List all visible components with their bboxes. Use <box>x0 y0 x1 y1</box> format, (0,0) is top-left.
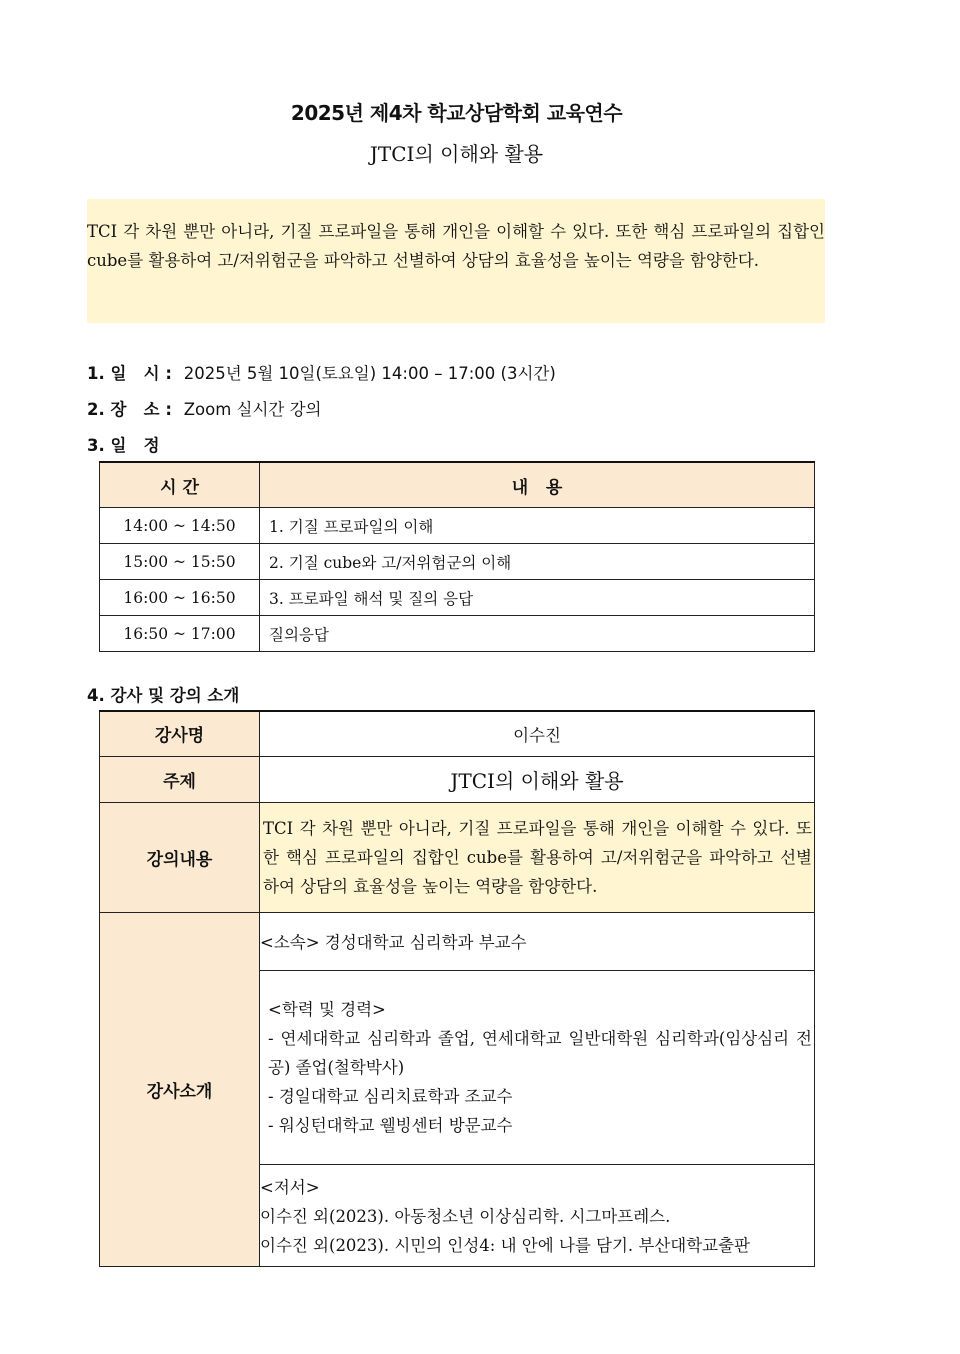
lecture-content-label: 강의내용 <box>100 802 260 912</box>
books-title: <저서> <box>260 1177 320 1197</box>
instructor-name-label: 강사명 <box>100 711 260 756</box>
lecture-content: TCI 각 차원 뿐만 아니라, 기질 프로파일을 통해 개인을 이해할 수 있다. 또한 핵심 프로파일의 집합인 cube를 활용하여 고/저위험군을 파악하고 선별하여 상담의 효율성을 높이는 역량을 함양한다. <box>260 802 815 912</box>
instructor-name: 이수진 <box>260 711 815 756</box>
schedule-content: 3. 프로파일 해석 및 질의 응답 <box>260 580 815 616</box>
table-row <box>100 802 815 912</box>
schedule-time: 16:00 ~ 16:50 <box>100 580 260 616</box>
page-title: 2025년 제4차 학교상담학회 교육연수 <box>290 101 623 125</box>
schedule-heading: 3. 일 정 <box>87 436 160 455</box>
career-cell <box>260 970 815 1164</box>
instructor-table <box>99 710 815 1267</box>
instructor-heading: 4. 강사 및 강의 소개 <box>87 686 240 705</box>
career-title: <학력 및 경력> <box>268 999 386 1019</box>
date-value: 2025년 5월 10일(토요일) 14:00 – 17:00 (3시간) <box>183 364 556 383</box>
table-row <box>100 756 815 802</box>
books-cell <box>260 1164 815 1266</box>
career-item: - 워싱턴대학교 웰빙센터 방문교수 <box>268 1115 513 1135</box>
schedule-content: 1. 기질 프로파일의 이해 <box>260 508 815 544</box>
date-line <box>87 360 556 384</box>
topic-value: JTCI의 이해와 활용 <box>260 756 815 802</box>
schedule-header-row <box>100 462 815 508</box>
book-item: 이수진 외(2023). 아동청소년 이상심리학. 시그마프레스. <box>260 1206 671 1226</box>
schedule-time: 15:00 ~ 15:50 <box>100 544 260 580</box>
table-row <box>100 616 815 652</box>
table-row <box>100 544 815 580</box>
table-row <box>100 912 815 970</box>
career-item: - 연세대학교 심리학과 졸업, 연세대학교 일반대학원 심리학과(임상심리 전공) 졸업(철학박사) <box>268 1028 812 1077</box>
schedule-header-time: 시 간 <box>100 462 260 508</box>
schedule-header-content: 내 용 <box>260 462 815 508</box>
summary-box: TCI 각 차원 뿐만 아니라, 기질 프로파일을 통해 개인을 이해할 수 있다. 또한 핵심 프로파일의 집합인 cube를 활용하여 고/저위험군을 파악하고 선별하여 상담의 효율성을 높이는 역량을 함양한다. <box>87 199 825 323</box>
place-label: 2. 장 소 : <box>87 400 172 419</box>
affiliation: <소속> 경성대학교 심리학과 부교수 <box>260 912 815 970</box>
schedule-time: 14:00 ~ 14:50 <box>100 508 260 544</box>
schedule-table <box>99 461 815 652</box>
book-item: 이수진 외(2023). 시민의 인성4: 내 안에 나를 담기. 부산대학교출판 <box>260 1235 750 1255</box>
schedule-content: 2. 기질 cube와 고/저위험군의 이해 <box>260 544 815 580</box>
table-row <box>100 508 815 544</box>
schedule-time: 16:50 ~ 17:00 <box>100 616 260 652</box>
page-subtitle: JTCI의 이해와 활용 <box>369 142 544 166</box>
instructor-intro-label: 강사소개 <box>100 912 260 1266</box>
career-item: - 경일대학교 심리치료학과 조교수 <box>268 1086 513 1106</box>
table-row <box>100 580 815 616</box>
table-row <box>100 711 815 756</box>
topic-label: 주제 <box>100 756 260 802</box>
date-label: 1. 일 시 : <box>87 364 172 383</box>
place-line <box>87 396 321 420</box>
place-value: Zoom 실시간 강의 <box>183 400 322 419</box>
schedule-content: 질의응답 <box>260 616 815 652</box>
